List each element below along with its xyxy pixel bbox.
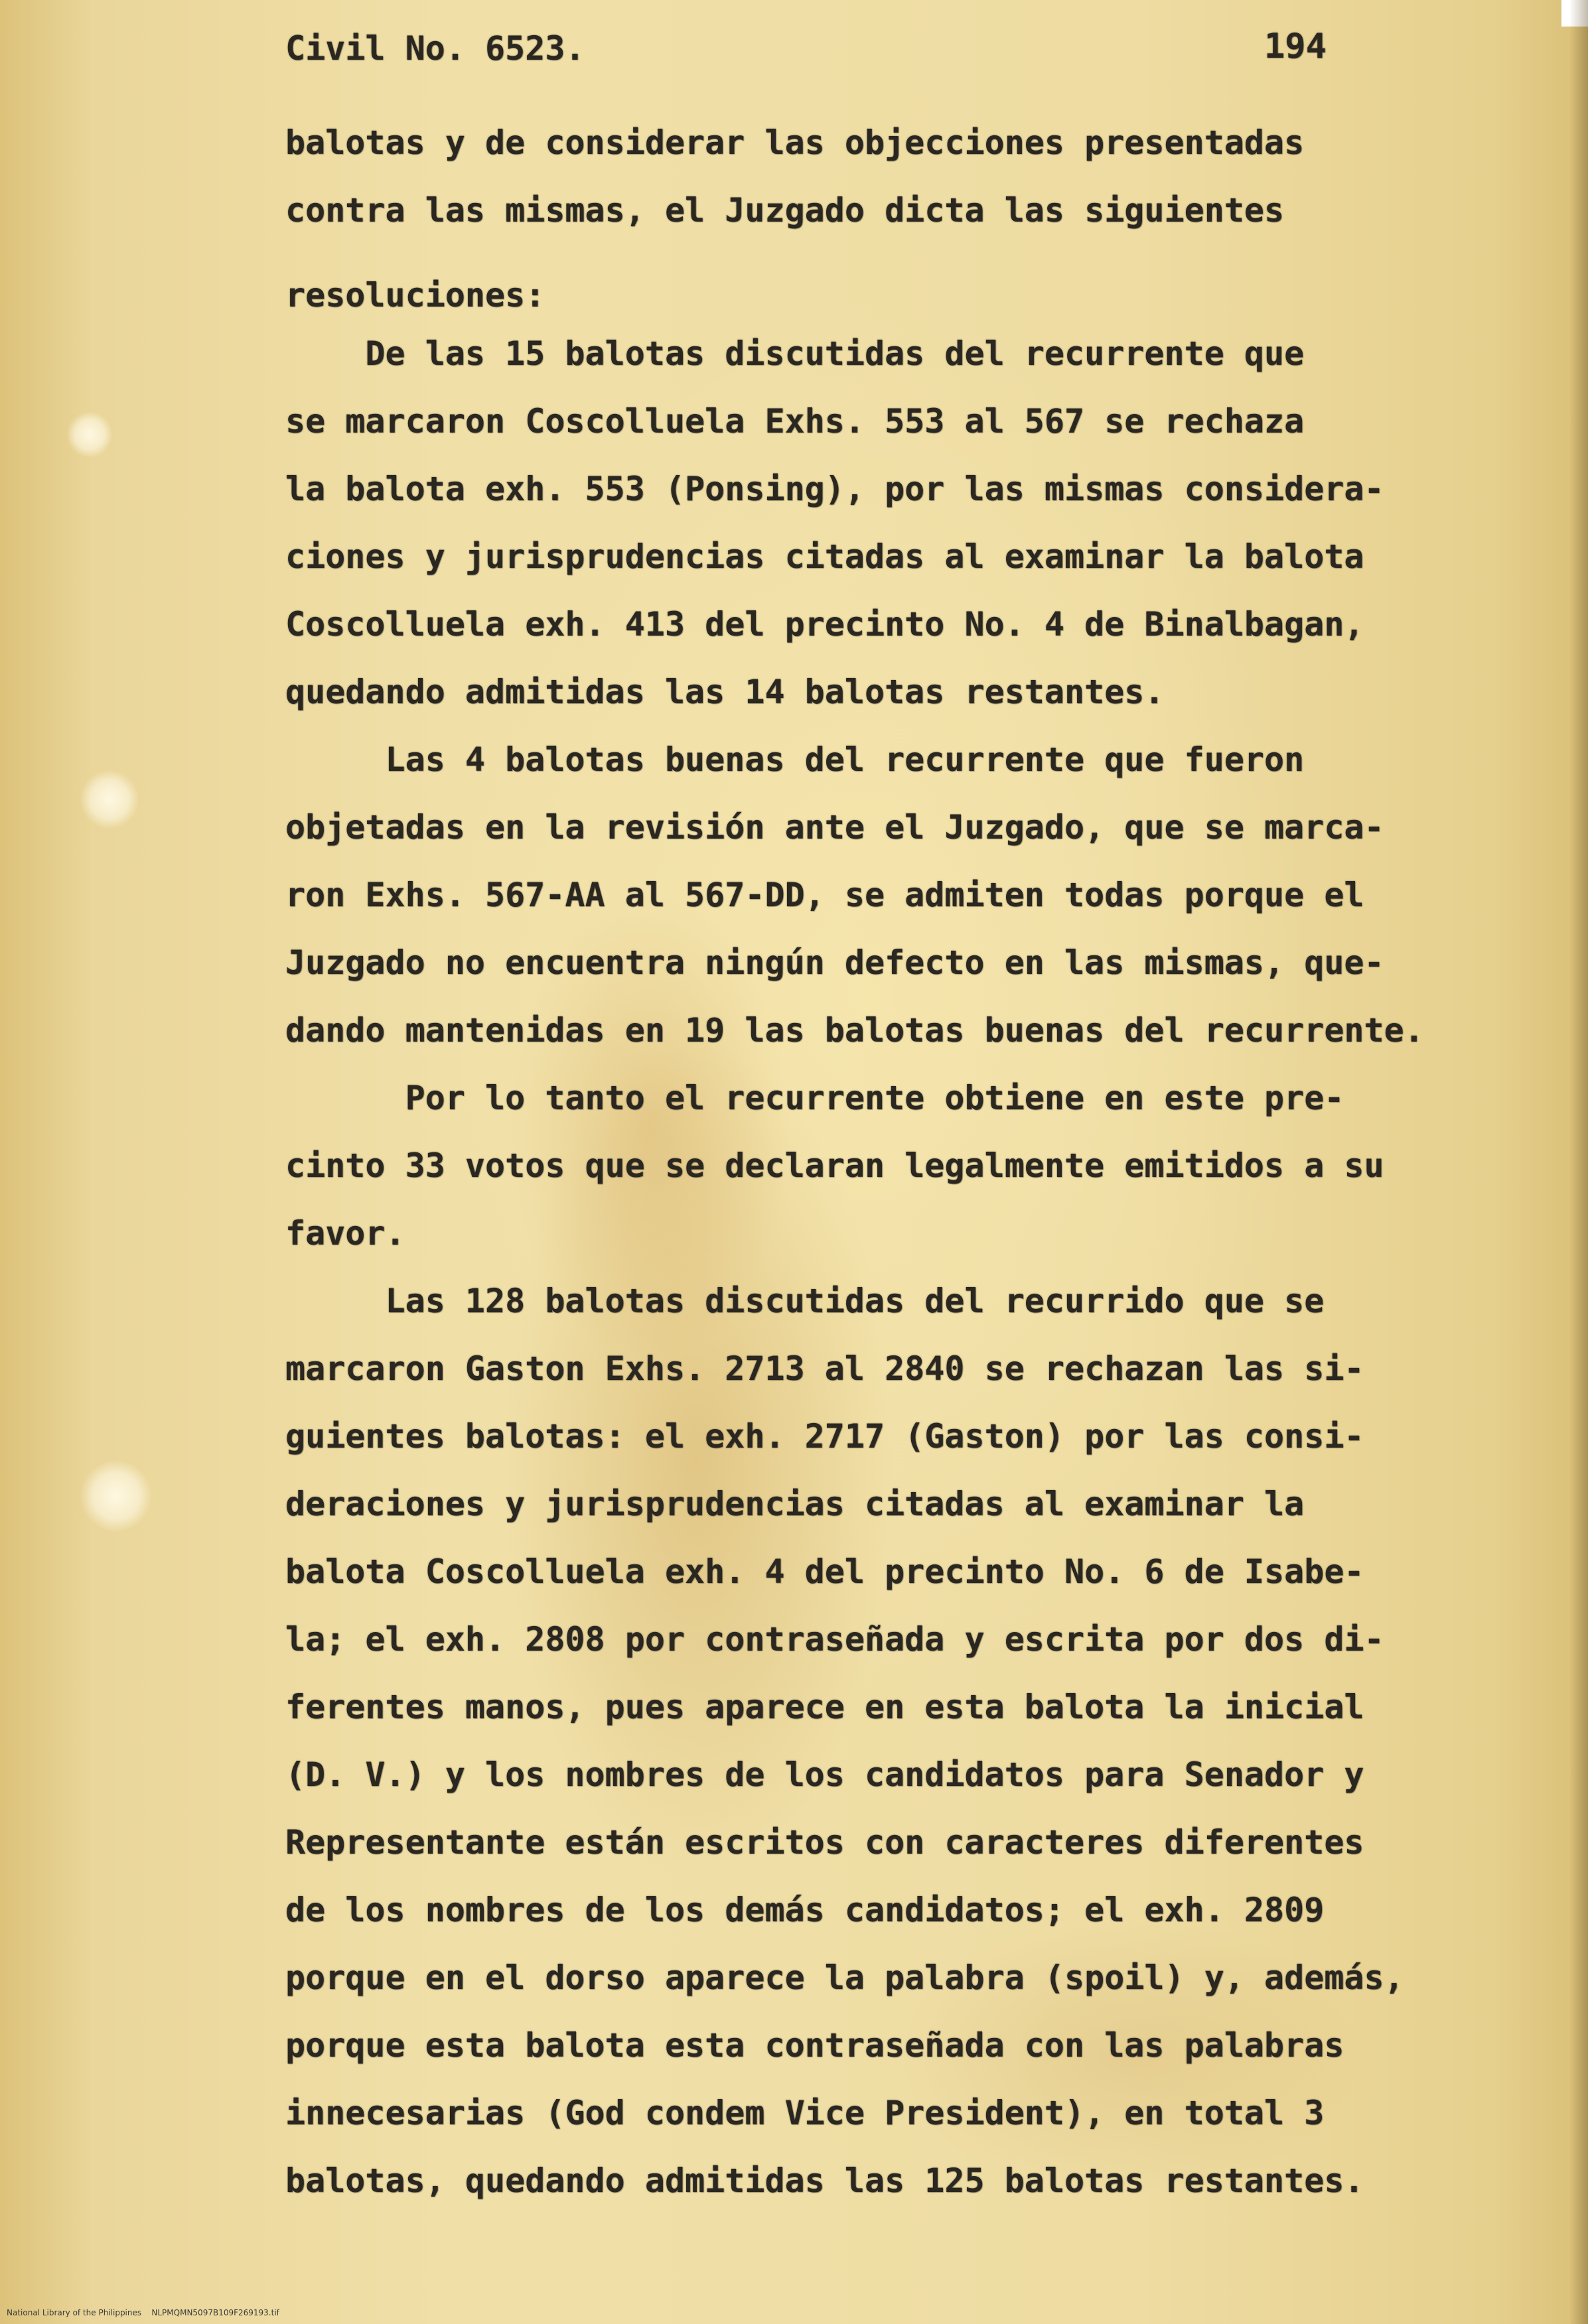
text-line: ferentes manos, pues aparece en esta balota la inicial bbox=[285, 1688, 1364, 1726]
page-number: 194 bbox=[1264, 27, 1327, 66]
text-line: objetadas en la revisión ante el Juzgado, que se marca- bbox=[285, 808, 1384, 847]
paper-hole bbox=[66, 411, 113, 458]
text-line: se marcaron Coscolluela Exhs. 553 al 567 se rechaza bbox=[285, 402, 1305, 441]
text-line: dando mantenidas en 19 las balotas buenas del recurrente. bbox=[285, 1011, 1424, 1050]
text-line: ron Exhs. 567-AA al 567-DD, se admiten todas porque el bbox=[285, 876, 1364, 914]
text-line: la; el exh. 2808 por contraseñada y escrita por dos di- bbox=[285, 1620, 1384, 1659]
case-number: Civil No. 6523. bbox=[285, 29, 585, 68]
text-line: balotas y de considerar las objecciones presentadas bbox=[285, 123, 1305, 162]
text-line: Juzgado no encuentra ningún defecto en las mismas, que- bbox=[285, 943, 1384, 982]
text-line: la balota exh. 553 (Ponsing), por las mismas considera- bbox=[285, 470, 1384, 508]
text-line: marcaron Gaston Exhs. 2713 al 2840 se rechazan las si- bbox=[285, 1349, 1364, 1388]
page-edge-shadow bbox=[1569, 0, 1588, 2324]
text-line: innecesarias (God condem Vice President), en total 3 bbox=[285, 2094, 1325, 2132]
text-line: favor. bbox=[285, 1214, 405, 1253]
text-line: porque en el dorso aparece la palabra (spoil) y, además, bbox=[285, 1958, 1404, 1997]
paper-hole bbox=[80, 1460, 153, 1533]
text-line: balotas, quedando admitidas las 125 balotas restantes. bbox=[285, 2161, 1364, 2200]
text-line: guientes balotas: el exh. 2717 (Gaston) por las consi- bbox=[285, 1417, 1364, 1456]
text-line: contra las mismas, el Juzgado dicta las siguientes bbox=[285, 191, 1285, 230]
text-line: Las 4 balotas buenas del recurrente que fueron bbox=[285, 740, 1305, 779]
text-line: Representante están escritos con caracteres diferentes bbox=[285, 1823, 1364, 1862]
text-line: quedando admitidas las 14 balotas restantes. bbox=[285, 673, 1165, 711]
text-line: Las 128 balotas discutidas del recurrido que se bbox=[285, 1282, 1325, 1320]
text-line: ciones y jurisprudencias citadas al examinar la balota bbox=[285, 537, 1364, 576]
archive-footer: National Library of the Philippines NLPMQMN5097B109F269193.tif bbox=[7, 2308, 279, 2317]
text-line: de los nombres de los demás candidatos; el exh. 2809 bbox=[285, 1891, 1325, 1929]
text-line: porque esta balota esta contraseñada con las palabras bbox=[285, 2026, 1344, 2065]
text-line: De las 15 balotas discutidas del recurrente que bbox=[285, 334, 1305, 373]
text-line: (D. V.) y los nombres de los candidatos para Senador y bbox=[285, 1755, 1364, 1794]
paper-hole bbox=[80, 770, 139, 829]
text-line: resoluciones: bbox=[285, 276, 545, 314]
text-line: balota Coscolluela exh. 4 del precinto No. 6 de Isabe- bbox=[285, 1552, 1364, 1591]
text-line: deraciones y jurisprudencias citadas al examinar la bbox=[285, 1485, 1305, 1523]
text-line: Por lo tanto el recurrente obtiene en este pre- bbox=[285, 1079, 1344, 1117]
text-line: Coscolluela exh. 413 del precinto No. 4 de Binalbagan, bbox=[285, 605, 1364, 644]
text-line: cinto 33 votos que se declaran legalmente emitidos a su bbox=[285, 1146, 1384, 1185]
